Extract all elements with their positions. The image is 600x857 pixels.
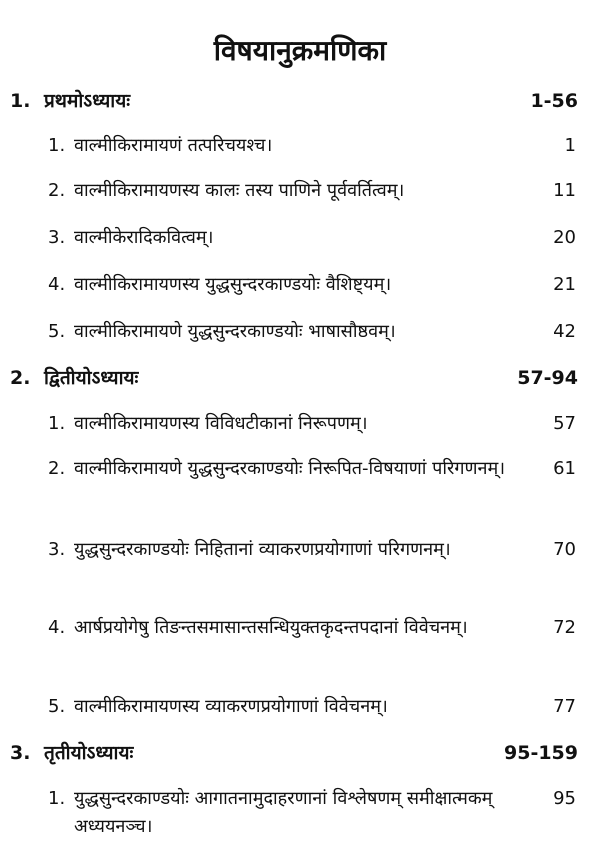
chapter-number: 2. [10,367,31,389]
entry-page: 95 [553,788,576,809]
entry-page: 72 [553,617,576,638]
entry-page: 77 [553,696,576,717]
entry-text: वाल्मीकिरामायणस्य कालः तस्य पाणिने पूर्ववर्तित्वम्। [74,180,405,201]
chapter-number: 1. [10,90,31,112]
entry-text: वाल्मीकिरामायणस्य व्याकरणप्रयोगाणां विवेचनम्। [74,696,388,717]
entry-text: वाल्मीकिरामायणस्य विविधटीकानां निरूपणम्। [74,413,368,434]
chapter-title: प्रथमोऽध्यायः [44,90,131,112]
entry-text: वाल्मीकिरामायणं तत्परिचयश्च। [74,135,273,156]
entry-text: युद्धसुन्दरकाण्डयोः आगातनामुदाहरणानां विश्लेषणम् समीक्षात्मकम् अध्ययनञ्च। [74,788,493,837]
entry-number: 1. [48,135,66,156]
page-title: विषयानुक्रमणिका [213,34,387,67]
chapter-title: तृतीयोऽध्यायः [44,742,134,764]
entry-page: 1 [564,135,576,156]
entry-number: 3. [48,227,66,248]
entry-number: 5. [48,321,66,342]
entry-page: 11 [553,180,576,201]
entry-text: आर्षप्रयोगेषु तिङन्तसमासान्तसन्धियुक्तकृदन्तपदानां विवेचनम्। [74,617,468,638]
chapter-number: 3. [10,742,31,764]
entry-number: 4. [48,274,66,295]
entry-text: युद्धसुन्दरकाण्डयोः निहितानां व्याकरणप्रयोगाणां परिगणनम्। [74,539,451,560]
entry-text: वाल्मीकिरामायणस्य युद्धसुन्दरकाण्डयोः वैशिष्ट्यम्। [74,274,392,295]
chapter-page-range: 1-56 [530,90,578,112]
entry-number: 1. [48,788,66,809]
entry-number: 3. [48,539,66,560]
entry-text: वाल्मीकिरामायणे युद्धसुन्दरकाण्डयोः निरूपित-विषयाणां परिगणनम्। [74,458,506,479]
entry-page: 70 [553,539,576,560]
chapter-page-range: 95-159 [504,742,578,764]
entry-page: 21 [553,274,576,295]
entry-text: वाल्मीकिरामायणे युद्धसुन्दरकाण्डयोः भाषासौष्ठवम्। [74,321,396,342]
chapter-page-range: 57-94 [517,367,578,389]
chapter-title: द्वितीयोऽध्यायः [44,367,139,389]
entry-text: वाल्मीकेरादिकवित्वम्। [74,227,214,248]
entry-number: 4. [48,617,66,638]
entry-page: 61 [553,458,576,479]
entry-number: 2. [48,458,66,479]
entry-number: 1. [48,413,66,434]
entry-page: 20 [553,227,576,248]
entry-number: 2. [48,180,66,201]
entry-number: 5. [48,696,66,717]
entry-page: 42 [553,321,576,342]
entry-page: 57 [553,413,576,434]
